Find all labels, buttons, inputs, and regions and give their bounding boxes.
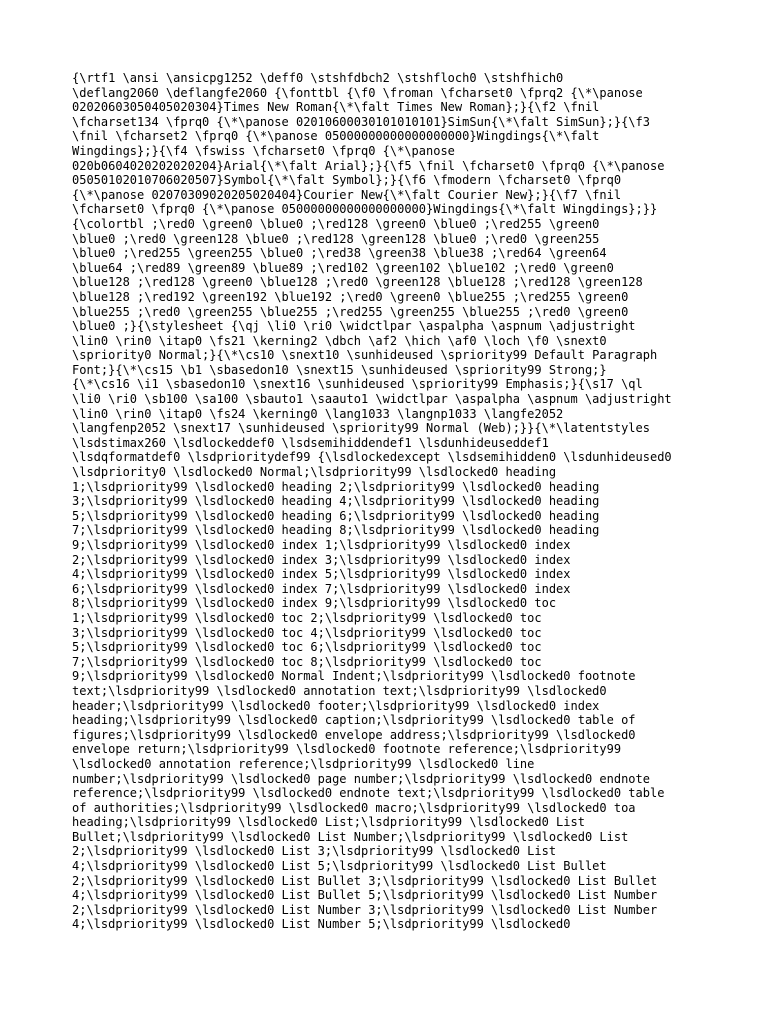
text-line: Bullet;\lsdpriority99 \lsdlocked0 List Number;\lsdpriority99 \lsdlocked0 List bbox=[72, 829, 629, 844]
text-line: \li0 \ri0 \sb100 \sa100 \sbauto1 \saauto1 \widctlpar \aspalpha \aspnum \adjustright bbox=[72, 392, 672, 407]
text-line: \lin0 \rin0 \itap0 \fs24 \kerning0 \lang1033 \langnp1033 \langfe2052 bbox=[72, 406, 564, 421]
text-line: text;\lsdpriority99 \lsdlocked0 annotation text;\lsdpriority99 \lsdlocked0 bbox=[72, 683, 607, 698]
text-line: 02020603050405020304}Times New Roman{\*\falt Times New Roman};}{\f2 \fnil bbox=[72, 100, 600, 115]
text-line: \lsdpriority0 \lsdlocked0 Normal;\lsdpriority99 \lsdlocked0 heading bbox=[72, 465, 557, 480]
text-line: of authorities;\lsdpriority99 \lsdlocked0 macro;\lsdpriority99 \lsdlocked0 toa bbox=[72, 800, 636, 815]
text-line: \lsdqformatdef0 \lsdprioritydef99 {\lsdlockedexcept \lsdsemihidden0 \lsdunhideused0 bbox=[72, 450, 672, 465]
text-line: \langfenp2052 \snext17 \sunhideused \spriority99 Normal (Web);}}{\*\latentstyles bbox=[72, 421, 650, 436]
text-line: \fcharset134 \fprq0 {\*\panose 02010600030101010101}SimSun{\*\falt SimSun};}{\f3 bbox=[72, 114, 650, 129]
text-line: number;\lsdpriority99 \lsdlocked0 page number;\lsdpriority99 \lsdlocked0 endnote bbox=[72, 771, 650, 786]
text-line: 020b0604020202020204}Arial{\*\falt Arial};}{\f5 \fnil \fcharset0 \fprq0 {\*\panose bbox=[72, 158, 665, 173]
text-line: 2;\lsdpriority99 \lsdlocked0 List 3;\lsdpriority99 \lsdlocked0 List bbox=[72, 844, 557, 859]
text-line: 4;\lsdpriority99 \lsdlocked0 List Number 5;\lsdpriority99 \lsdlocked0 bbox=[72, 917, 571, 932]
text-line: \lsdlocked0 annotation reference;\lsdpriority99 \lsdlocked0 line bbox=[72, 756, 535, 771]
text-line: 2;\lsdpriority99 \lsdlocked0 List Bullet 3;\lsdpriority99 \lsdlocked0 List Bullet bbox=[72, 873, 658, 888]
text-line: 4;\lsdpriority99 \lsdlocked0 index 5;\lsdpriority99 \lsdlocked0 index bbox=[72, 567, 571, 582]
text-line: \blue255 ;\red0 \green255 \blue255 ;\red255 \green255 \blue255 ;\red0 \green0 bbox=[72, 304, 629, 319]
text-line: 1;\lsdpriority99 \lsdlocked0 toc 2;\lsdpriority99 \lsdlocked0 toc bbox=[72, 610, 542, 625]
rtf-source-text bbox=[72, 71, 732, 932]
text-line: envelope return;\lsdpriority99 \lsdlocked0 footnote reference;\lsdpriority99 bbox=[72, 742, 622, 757]
text-line: {\colortbl ;\red0 \green0 \blue0 ;\red128 \green0 \blue0 ;\red255 \green0 bbox=[72, 216, 600, 231]
text-line: 3;\lsdpriority99 \lsdlocked0 heading 4;\lsdpriority99 \lsdlocked0 heading bbox=[72, 494, 600, 509]
text-line: reference;\lsdpriority99 \lsdlocked0 endnote text;\lsdpriority99 \lsdlocked0 table bbox=[72, 786, 665, 801]
text-line: {\rtf1 \ansi \ansicpg1252 \deff0 \stshfdbch2 \stshfloch0 \stshfhich0 bbox=[72, 71, 564, 85]
text-line: heading;\lsdpriority99 \lsdlocked0 caption;\lsdpriority99 \lsdlocked0 table of bbox=[72, 713, 636, 728]
text-line: 9;\lsdpriority99 \lsdlocked0 Normal Indent;\lsdpriority99 \lsdlocked0 footnote bbox=[72, 669, 636, 684]
text-line: 4;\lsdpriority99 \lsdlocked0 List Bullet 5;\lsdpriority99 \lsdlocked0 List Number bbox=[72, 888, 658, 903]
text-line: 4;\lsdpriority99 \lsdlocked0 List 5;\lsdpriority99 \lsdlocked0 List Bullet bbox=[72, 859, 607, 874]
text-line: \blue0 ;\red255 \green255 \blue0 ;\red38 \green38 \blue38 ;\red64 \green64 bbox=[72, 246, 607, 261]
text-line: {\*\panose 02070309020205020404}Courier New{\*\falt Courier New};}{\f7 \fnil bbox=[72, 187, 622, 202]
text-line: 7;\lsdpriority99 \lsdlocked0 heading 8;\lsdpriority99 \lsdlocked0 heading bbox=[72, 523, 600, 538]
text-line: \blue0 ;}{\stylesheet {\qj \li0 \ri0 \widctlpar \aspalpha \aspnum \adjustright bbox=[72, 319, 636, 334]
text-line: \blue128 ;\red128 \green0 \blue128 ;\red0 \green128 \blue128 ;\red128 \green128 bbox=[72, 275, 643, 290]
text-line: \blue0 ;\red0 \green128 \blue0 ;\red128 \green128 \blue0 ;\red0 \green255 bbox=[72, 231, 600, 246]
text-line: 5;\lsdpriority99 \lsdlocked0 toc 6;\lsdpriority99 \lsdlocked0 toc bbox=[72, 640, 542, 655]
text-line: 6;\lsdpriority99 \lsdlocked0 index 7;\lsdpriority99 \lsdlocked0 index bbox=[72, 581, 571, 596]
text-line: 9;\lsdpriority99 \lsdlocked0 index 1;\lsdpriority99 \lsdlocked0 index bbox=[72, 538, 571, 552]
text-line: \blue128 ;\red192 \green192 \blue192 ;\red0 \green0 \blue255 ;\red255 \green0 bbox=[72, 289, 629, 304]
text-line: {\*\cs16 \i1 \sbasedon10 \snext16 \sunhideused \spriority99 Emphasis;}{\s17 \ql bbox=[72, 377, 643, 392]
text-line: \deflang2060 \deflangfe2060 {\fonttbl {\f0 \froman \fcharset0 \fprq2 {\*\panose bbox=[72, 85, 643, 100]
text-line: 7;\lsdpriority99 \lsdlocked0 toc 8;\lsdpriority99 \lsdlocked0 toc bbox=[72, 654, 542, 669]
text-line: \blue64 ;\red89 \green89 \blue89 ;\red102 \green102 \blue102 ;\red0 \green0 bbox=[72, 260, 614, 275]
text-line: \lsdstimax260 \lsdlockeddef0 \lsdsemihiddendef1 \lsdunhideuseddef1 bbox=[72, 435, 549, 450]
text-line: \fnil \fcharset2 \fprq0 {\*\panose 05000000000000000000}Wingdings{\*\falt bbox=[72, 129, 600, 144]
text-line: heading;\lsdpriority99 \lsdlocked0 List;\lsdpriority99 \lsdlocked0 List bbox=[72, 815, 585, 830]
text-line: Font;}{\*\cs15 \b1 \sbasedon10 \snext15 \sunhideused \spriority99 Strong;} bbox=[72, 362, 607, 377]
text-line: 8;\lsdpriority99 \lsdlocked0 index 9;\lsdpriority99 \lsdlocked0 toc bbox=[72, 596, 557, 611]
text-line: 05050102010706020507}Symbol{\*\falt Symbol};}{\f6 \fmodern \fcharset0 \fprq0 bbox=[72, 173, 622, 188]
text-line: header;\lsdpriority99 \lsdlocked0 footer;\lsdpriority99 \lsdlocked0 index bbox=[72, 698, 600, 713]
text-line: \spriority0 Normal;}{\*\cs10 \snext10 \sunhideused \spriority99 Default Paragraph bbox=[72, 348, 658, 363]
text-line: 5;\lsdpriority99 \lsdlocked0 heading 6;\lsdpriority99 \lsdlocked0 heading bbox=[72, 508, 600, 523]
text-line: 2;\lsdpriority99 \lsdlocked0 List Number 3;\lsdpriority99 \lsdlocked0 List Number bbox=[72, 902, 658, 917]
text-line: Wingdings};}{\f4 \fswiss \fcharset0 \fprq0 {\*\panose bbox=[72, 143, 455, 158]
text-line: \fcharset0 \fprq0 {\*\panose 05000000000000000000}Wingdings{\*\falt Wingdings};}} bbox=[72, 202, 658, 217]
text-line: 3;\lsdpriority99 \lsdlocked0 toc 4;\lsdpriority99 \lsdlocked0 toc bbox=[72, 625, 542, 640]
text-line: \lin0 \rin0 \itap0 \fs21 \kerning2 \dbch \af2 \hich \af0 \loch \f0 \snext0 bbox=[72, 333, 607, 348]
text-line: 2;\lsdpriority99 \lsdlocked0 index 3;\lsdpriority99 \lsdlocked0 index bbox=[72, 552, 571, 567]
text-line: 1;\lsdpriority99 \lsdlocked0 heading 2;\lsdpriority99 \lsdlocked0 heading bbox=[72, 479, 600, 494]
text-line: figures;\lsdpriority99 \lsdlocked0 envelope address;\lsdpriority99 \lsdlocked0 bbox=[72, 727, 636, 742]
